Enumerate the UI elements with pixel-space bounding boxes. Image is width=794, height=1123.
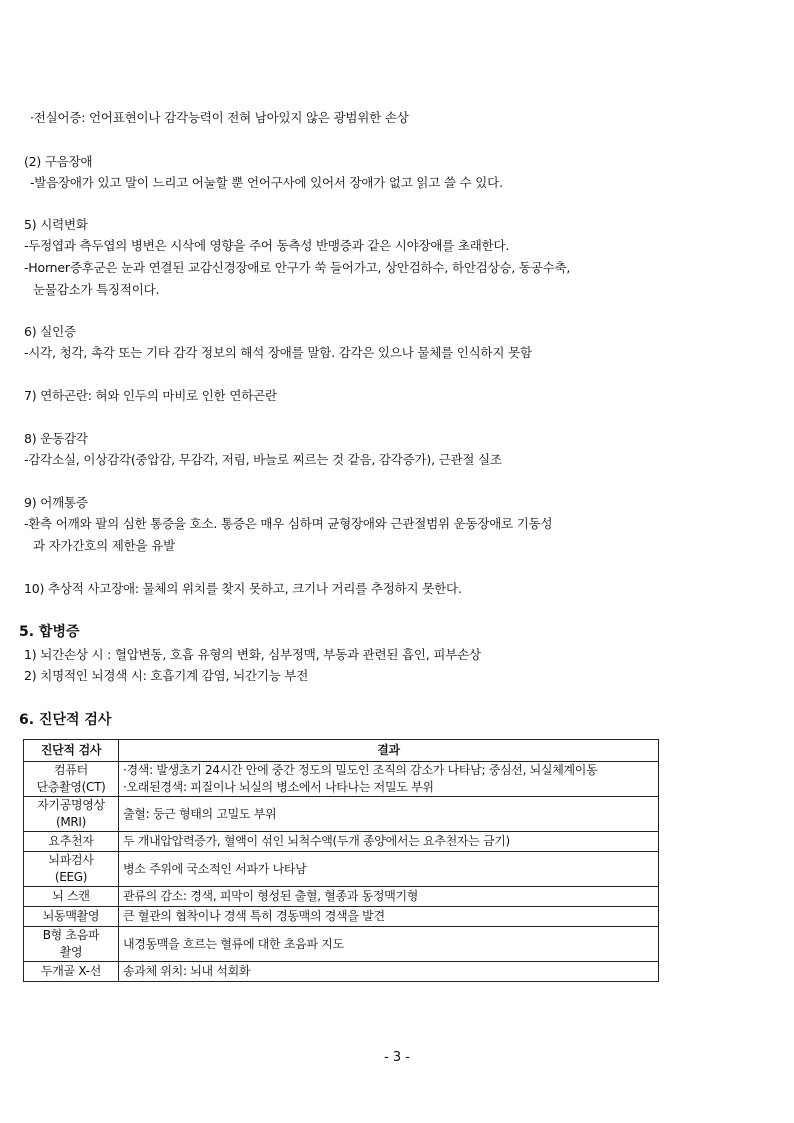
- column-header-test: 진단적 검사: [24, 740, 119, 762]
- table-row: [24, 927, 659, 962]
- text-line-dysarthria: -발음장애가 있고 말이 느리고 어눌할 뿐 언어구사에 있어서 장애가 없고 읽고 쓸 수 있다.: [30, 175, 503, 190]
- page-number: - 3 -: [384, 1050, 410, 1065]
- text-line-shoulder-pain-2: 과 자가간호의 제한을 유발: [33, 538, 175, 553]
- text-line-vision-1: -두정엽과 측두엽의 병변은 시삭에 영향을 주어 동측성 반맹증과 같은 시야장애를 초래한다.: [24, 238, 510, 253]
- test-name-cell: 컴퓨터 단층촬영(CT): [24, 762, 119, 797]
- table-row: [24, 907, 659, 927]
- result-cell: 큰 혈관의 협착이나 경색 특히 경동맥의 경색을 발견: [119, 907, 659, 927]
- heading-diagnostic-tests: 6. 진단적 검사: [19, 712, 112, 728]
- text-line-shoulder-pain-1: -환측 어깨와 팔의 심한 통증을 호소. 통증은 매우 심하며 균형장애와 근관절범위 운동장애로 기동성: [24, 516, 553, 531]
- section-title-motor-sense: 8) 운동감각: [24, 431, 88, 446]
- result-cell: 관류의 감소: 경색, 피막이 형성된 출혈, 혈종과 동정맥기형: [119, 887, 659, 907]
- section-title-agnosia: 6) 실인증: [24, 324, 76, 339]
- result-cell: ·경색: 발생초기 24시간 안에 중간 정도의 밀도인 조직의 감소가 나타남; 중심선, 뇌실체계이동 ·오래된경색: 피질이나 뇌실의 병소에서 나타나는 저밀도 부위: [119, 762, 659, 797]
- test-name-cell: 두개골 X-선: [24, 962, 119, 982]
- text-line-vision-2: -Horner증후군은 눈과 연결된 교감신경장애로 안구가 쑥 들어가고, 상안검하수, 하안검상승, 동공수축,: [24, 260, 571, 275]
- section-title-abstract-thinking: 10) 추상적 사고장애: 물체의 위치를 찾지 못하고, 크기나 거리를 추정하지 못한다.: [24, 581, 462, 596]
- section-title-vision-change: 5) 시력변화: [24, 217, 88, 232]
- result-cell: 두 개내압압력증가, 혈액이 섞인 뇌척수액(두개 종양에서는 요추천자는 금기): [119, 832, 659, 852]
- table-row: [24, 832, 659, 852]
- table-row: [24, 852, 659, 887]
- table-row: [24, 962, 659, 982]
- result-cell: 출혈: 둥근 형태의 고밀도 부위: [119, 797, 659, 832]
- table-row: [24, 797, 659, 832]
- test-name-cell: 뇌동맥촬영: [24, 907, 119, 927]
- test-name-cell: 뇌파검사 (EEG): [24, 852, 119, 887]
- table-row: [24, 762, 659, 797]
- text-line-vision-3: 눈물감소가 특징적이다.: [33, 282, 160, 297]
- result-cell: 병소 주위에 국소적인 서파가 나타남: [119, 852, 659, 887]
- test-name-cell: B형 초음파 촬영: [24, 927, 119, 962]
- test-name-cell: 요추천자: [24, 832, 119, 852]
- section-title-dysphagia: 7) 연하곤란: 혀와 인두의 마비로 인한 연하곤란: [24, 388, 277, 403]
- table-row: [24, 887, 659, 907]
- section-title-dysarthria: (2) 구음장애: [24, 154, 93, 169]
- test-name-cell: 자기공명영상 (MRI): [24, 797, 119, 832]
- text-line-motor-sense: -감각소실, 이상감각(중압감, 무감각, 저림, 바늘로 찌르는 것 같음, 감각증가), 근관절 실조: [24, 452, 502, 467]
- section-title-shoulder-pain: 9) 어깨통증: [24, 495, 88, 510]
- text-line-complication-2: 2) 치명적인 뇌경색 시: 호흡기계 감염, 뇌간기능 부전: [24, 668, 309, 683]
- table-header-row: [24, 740, 659, 762]
- text-line-complication-1: 1) 뇌간손상 시 : 혈압변동, 호흡 유형의 변화, 심부정맥, 부동과 관련된 흡인, 피부손상: [24, 647, 481, 662]
- result-cell: 송과체 위치: 뇌내 석회화: [119, 962, 659, 982]
- test-name-cell: 뇌 스캔: [24, 887, 119, 907]
- diagnostic-tests-table: [23, 739, 659, 982]
- result-cell: 내경동맥을 흐르는 혈류에 대한 초음파 지도: [119, 927, 659, 962]
- text-line-global-aphasia: ·전실어증: 언어표현이나 감각능력이 전혀 남아있지 않은 광범위한 손상: [30, 110, 409, 125]
- column-header-result: 결과: [119, 740, 659, 762]
- heading-complications: 5. 합병증: [19, 624, 80, 640]
- text-line-agnosia: -시각, 청각, 촉각 또는 기타 감각 정보의 해석 장애를 말함. 감각은 있으나 물체를 인식하지 못함: [24, 345, 532, 360]
